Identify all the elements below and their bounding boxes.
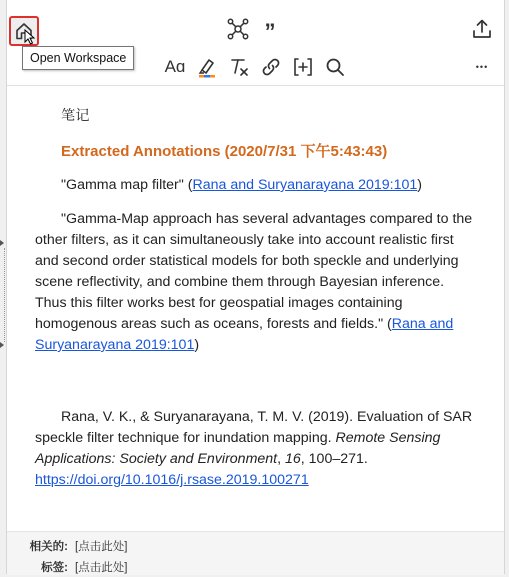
annotation-quote	[35, 209, 475, 356]
ref-authors-title: Rana, V. K., & Suryanarayana, T. M. V. (2019). Evaluation of SAR speckle filter technique for inundation mapping.	[35, 409, 473, 446]
note-title: 笔记	[61, 108, 90, 124]
link-button[interactable]	[258, 54, 284, 80]
font-size-icon: Aɑ	[164, 57, 186, 76]
graph-view-button[interactable]	[225, 16, 251, 42]
bibliography-entry	[35, 407, 475, 491]
related-label: 相关的:	[29, 541, 68, 553]
quote-close: )	[194, 337, 200, 353]
annotation-quote	[35, 175, 475, 196]
open-workspace-button[interactable]	[9, 16, 39, 46]
note-body[interactable]	[35, 100, 475, 491]
citation-link[interactable]: Rana and Suryanarayana 2019:101	[192, 177, 418, 193]
quote-text: "Gamma map filter" (	[61, 177, 193, 193]
find-button[interactable]	[322, 54, 348, 80]
ref-journal: Remote Sensing Applications: Society and Environment	[35, 430, 441, 467]
font-size-button[interactable]	[162, 54, 188, 80]
note-editor-pane	[6, 0, 505, 574]
more-icon: •••	[475, 62, 489, 72]
quote-icon: ”	[264, 19, 276, 44]
tags-label: 标签:	[41, 562, 68, 574]
highlight-button[interactable]	[194, 54, 220, 80]
search-icon	[324, 56, 346, 78]
ref-volume: 16	[285, 451, 301, 467]
splitter-arrow-icon	[0, 240, 4, 246]
highlight-icon	[196, 56, 218, 78]
toolbar-divider	[7, 85, 504, 86]
quote-close: )	[417, 177, 423, 193]
splitter-handle[interactable]	[0, 240, 6, 350]
open-workspace-tooltip: Open Workspace	[22, 46, 134, 70]
cursor-icon	[24, 29, 36, 45]
ref-pages: , 100–271.	[300, 451, 368, 467]
citation-icon	[292, 56, 314, 78]
link-icon	[260, 56, 282, 78]
annotations-heading: Extracted Annotations (2020/7/31 下午5:43:43)	[61, 143, 388, 160]
clear-format-icon	[228, 56, 250, 78]
insert-citation-button[interactable]	[290, 54, 316, 80]
citation-link[interactable]: Rana and Suryanarayana 2019:101	[35, 316, 454, 353]
related-link[interactable]: [点击此处]	[75, 541, 128, 553]
clear-format-button[interactable]	[226, 54, 252, 80]
quote-button[interactable]	[257, 16, 283, 42]
quote-text: "Gamma-Map approach has several advantages compared to the other filters, as it can simultaneously take into account realistic first and second order statistical models for both speckle and underlying scene reflectivity, and combine them through Bayesian inference. Thus this filter works best for geospatial images containing homogenous areas such as oceans, forests and fields." (	[35, 211, 473, 332]
related-row	[7, 538, 504, 556]
note-toolbar	[7, 10, 504, 48]
ref-separator: ,	[277, 451, 285, 467]
share-button[interactable]	[469, 16, 495, 42]
more-options-button[interactable]	[469, 54, 495, 80]
tags-row	[7, 559, 504, 577]
note-footer	[7, 531, 504, 575]
graph-icon	[226, 17, 250, 41]
share-icon	[471, 18, 493, 40]
doi-link[interactable]: https://doi.org/10.1016/j.rsase.2019.100271	[35, 472, 309, 488]
splitter-arrow-icon	[0, 342, 4, 348]
tags-link[interactable]: [点击此处]	[75, 562, 128, 574]
